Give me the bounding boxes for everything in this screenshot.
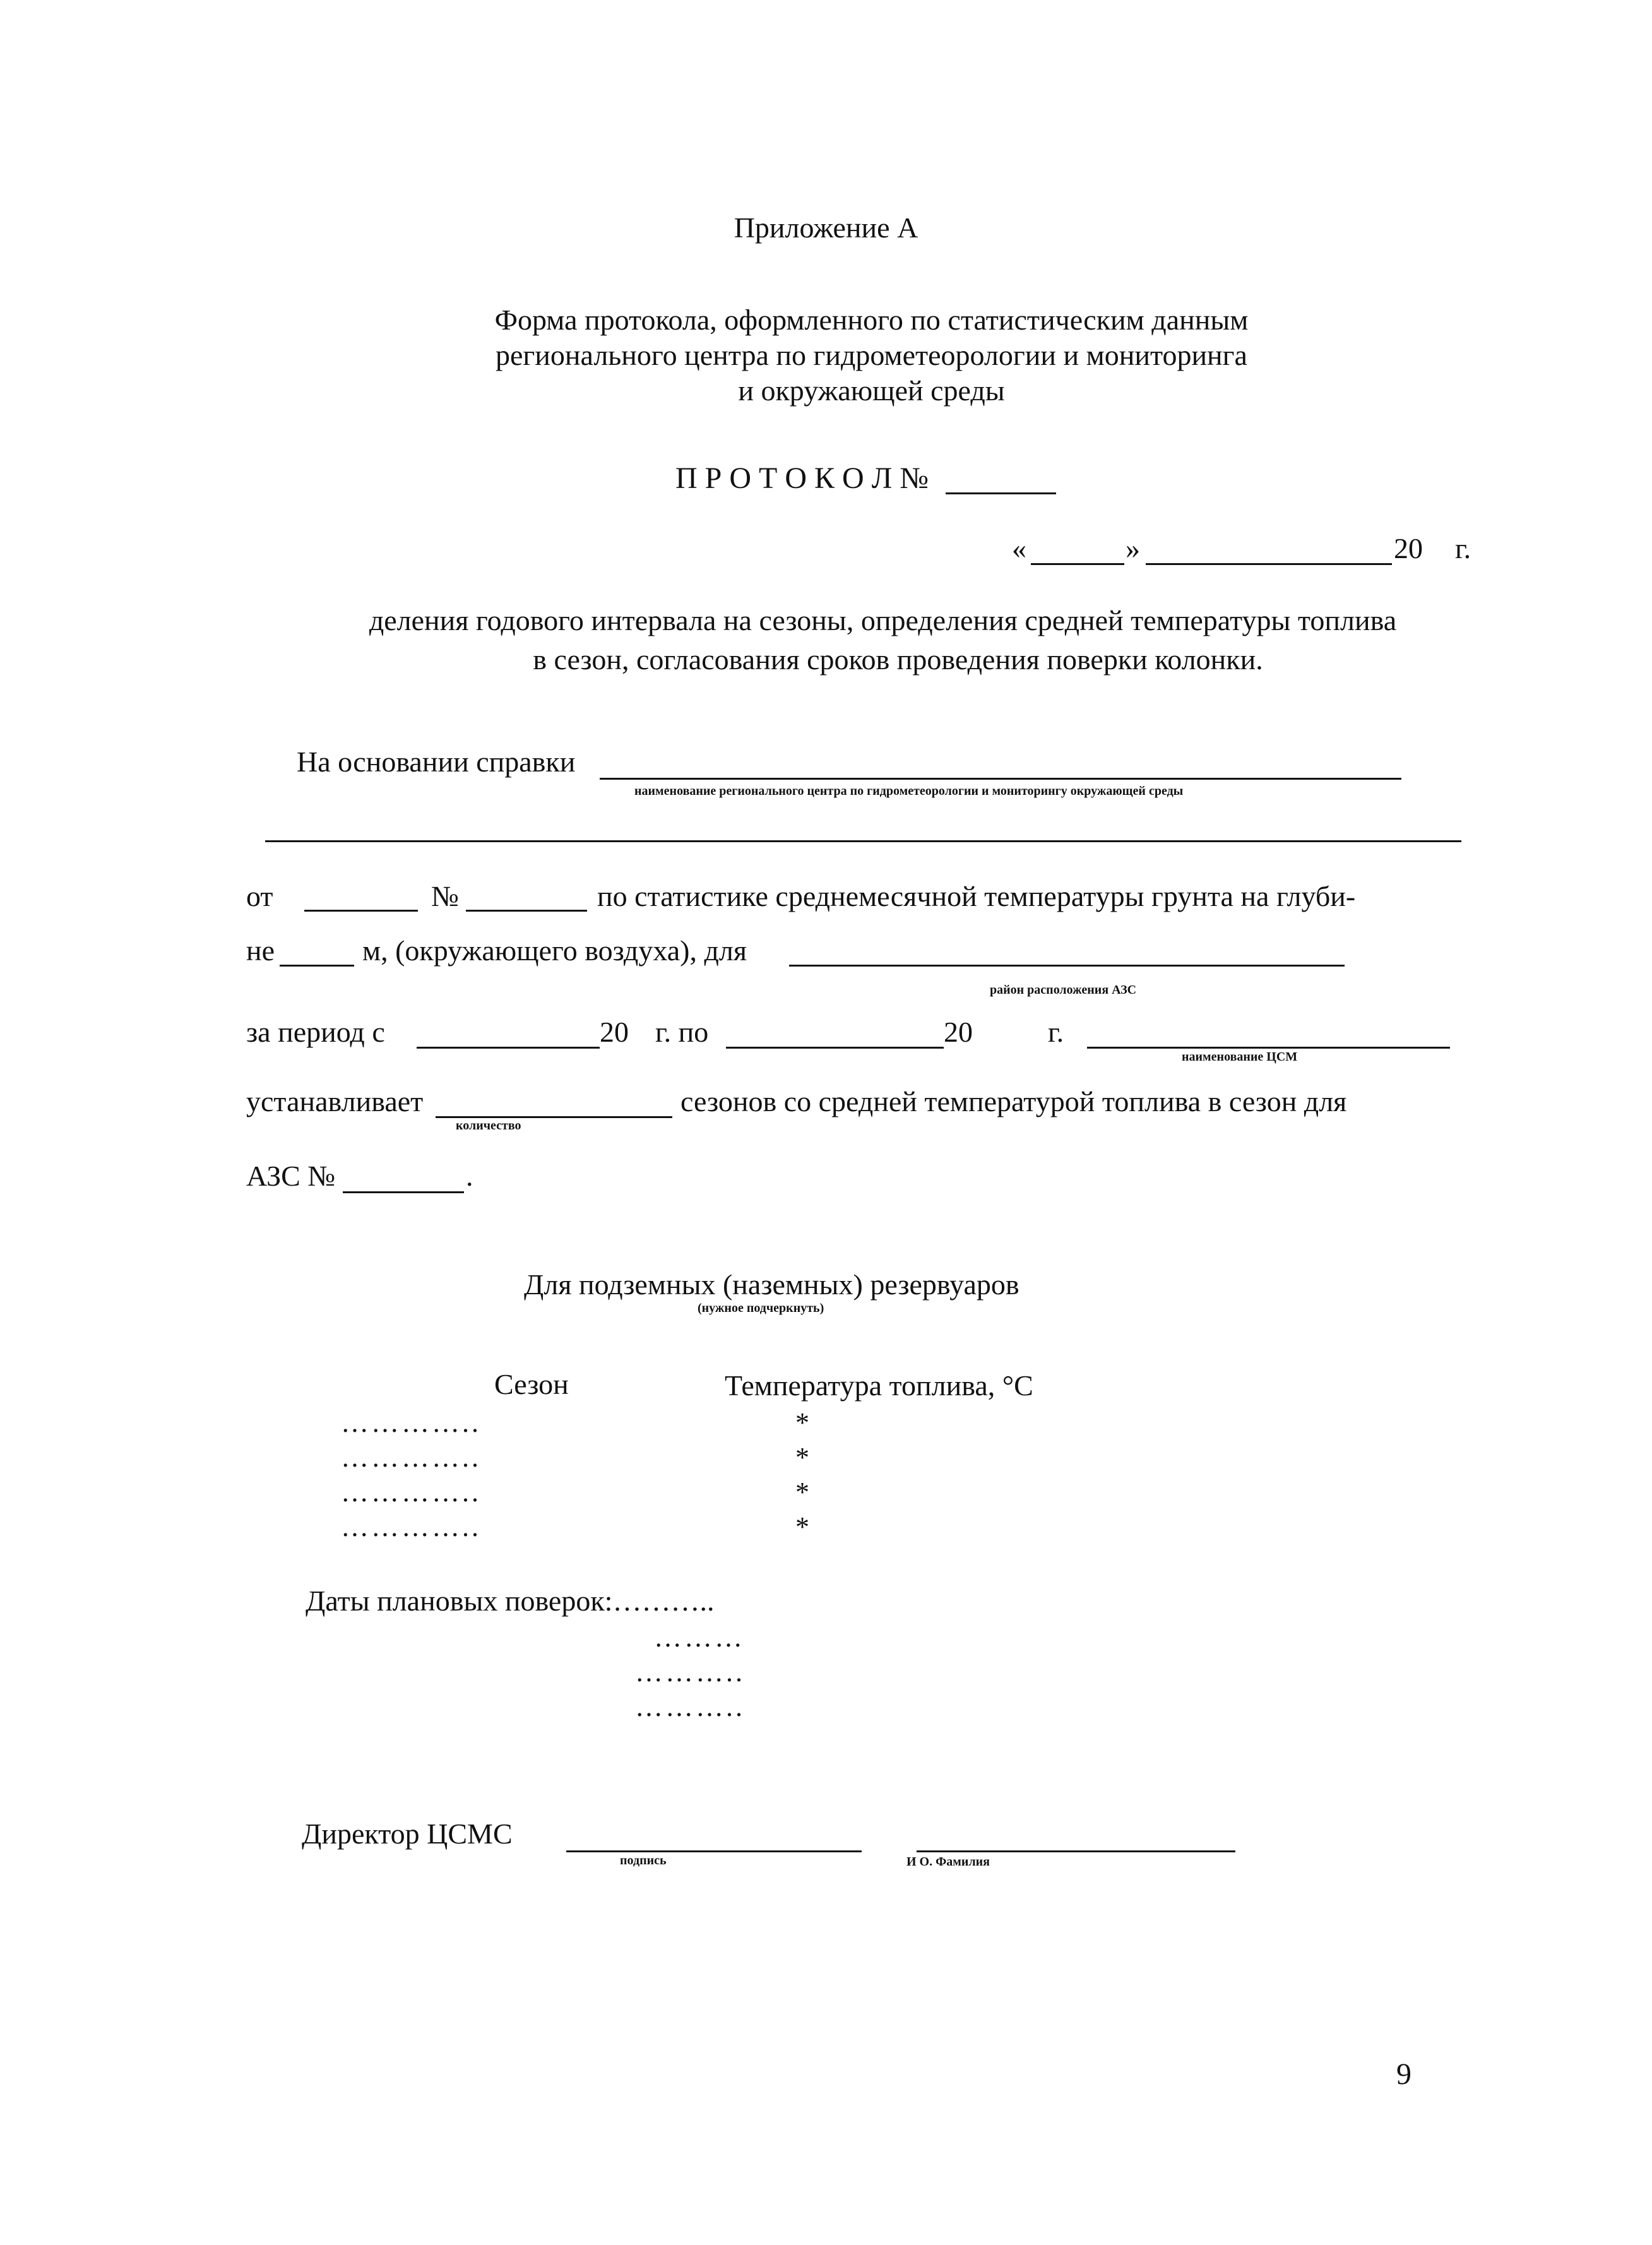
azs-label: АЗС № <box>246 1160 336 1192</box>
from-number-sign: № <box>431 880 459 912</box>
azs-number-line[interactable] <box>343 1191 464 1193</box>
protocol-number-line[interactable] <box>946 492 1056 494</box>
period-year-2: 20 <box>944 1016 973 1048</box>
protocol-heading: П Р О Т О К О Л № <box>675 462 929 495</box>
period-end-line[interactable] <box>726 1047 944 1049</box>
depth-prefix: не <box>246 934 275 967</box>
inspection-dates-label: Даты плановых поверок:……….. <box>306 1585 715 1617</box>
name-line[interactable] <box>917 1850 1235 1852</box>
period-start-line[interactable] <box>417 1047 600 1049</box>
season-row-3: ………….. <box>341 1477 481 1508</box>
depth-text: м, (окружающего воздуха), для <box>362 934 747 967</box>
date-close-quote: » <box>1126 532 1140 564</box>
basis-label: На основании справки <box>297 746 576 778</box>
date-day-line[interactable] <box>1031 563 1124 565</box>
temp-row-4: * <box>795 1511 809 1542</box>
reservoirs-note: (нужное подчеркнуть) <box>698 1301 824 1315</box>
depth-value-line[interactable] <box>280 965 354 967</box>
subject-line-2: в сезон, согласования сроков проведения поверки колонки. <box>533 643 1263 676</box>
seasons-count-line[interactable] <box>436 1116 672 1118</box>
basis-caption: наименование регионального центра по гидрометеорологии и мониторингу окружающей среды <box>634 784 1184 798</box>
establish-text: сезонов со средней температурой топлива в сезон для <box>680 1085 1347 1117</box>
signature-line[interactable] <box>566 1850 862 1852</box>
csm-name-line[interactable] <box>1087 1047 1450 1049</box>
inspection-date-line-2: ……….. <box>635 1657 745 1688</box>
from-number-line[interactable] <box>466 910 587 912</box>
inspection-date-line-1: ……… <box>654 1622 745 1653</box>
period-year-1: 20 <box>600 1016 629 1048</box>
subject-line-1: деления годового интервала на сезоны, определения средней температуры топлива <box>369 604 1397 636</box>
page-number: 9 <box>1396 2057 1411 2091</box>
form-title-line-3: и окружающей среды <box>738 374 1005 407</box>
director-label: Директор ЦСМС <box>302 1818 513 1850</box>
temp-row-1: * <box>795 1407 809 1438</box>
inspection-date-line-3: ……….. <box>635 1691 745 1722</box>
season-row-2: ………….. <box>341 1442 481 1473</box>
basis-line[interactable] <box>600 778 1401 780</box>
season-row-4: ………….. <box>341 1511 481 1542</box>
csm-caption: наименование ЦСМ <box>1182 1050 1298 1064</box>
location-line[interactable] <box>789 965 1345 967</box>
temp-row-2: * <box>795 1442 809 1473</box>
appendix-title: Приложение А <box>734 211 918 244</box>
date-month-line[interactable] <box>1146 563 1392 565</box>
season-row-1: ………….. <box>341 1407 481 1438</box>
season-column-header: Сезон <box>494 1368 569 1400</box>
from-text: по статистике среднемесячной температуры грунта на глуби- <box>597 880 1356 912</box>
period-label: за период с <box>246 1016 385 1048</box>
location-caption: район расположения АЗС <box>990 983 1137 997</box>
azs-end: . <box>466 1160 473 1192</box>
establish-label: устанавливает <box>246 1085 424 1117</box>
date-year: 20 <box>1394 532 1423 564</box>
date-open-quote: « <box>1012 532 1026 564</box>
name-caption: И О. Фамилия <box>906 1855 990 1869</box>
date-year-suffix: г. <box>1455 532 1471 564</box>
reservoirs-title: Для подземных (наземных) резервуаров <box>524 1268 1019 1301</box>
form-title-line-1: Форма протокола, оформленного по статистическим данным <box>494 304 1249 336</box>
temperature-column-header: Температура топлива, °С <box>725 1369 1033 1402</box>
signature-caption: подпись <box>620 1854 667 1867</box>
period-mid: г. по <box>655 1016 709 1048</box>
count-caption: количество <box>456 1119 521 1133</box>
from-date-line[interactable] <box>304 910 418 912</box>
period-suffix: г. <box>1048 1016 1064 1048</box>
temp-row-3: * <box>795 1477 809 1508</box>
basis-continuation-line[interactable] <box>265 840 1461 842</box>
form-title-line-2: регионального центра по гидрометеорологии и мониторинга <box>496 339 1247 371</box>
from-label: от <box>246 880 273 912</box>
